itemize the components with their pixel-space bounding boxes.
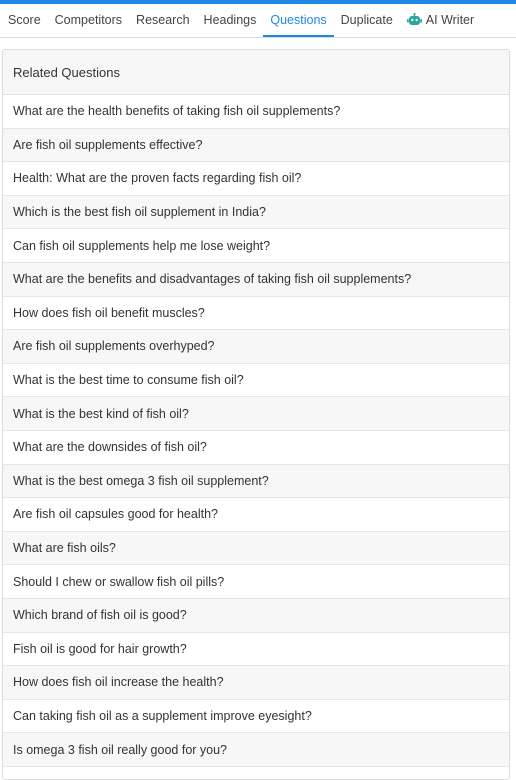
question-item[interactable]: Are fish oil supplements effective? — [3, 129, 509, 163]
questions-list — [3, 95, 509, 767]
tab-duplicate[interactable]: Duplicate — [340, 12, 393, 27]
related-questions-panel — [2, 49, 510, 780]
question-item[interactable]: Can fish oil supplements help me lose weight? — [3, 229, 509, 263]
tab-competitors[interactable]: Competitors — [54, 12, 123, 27]
tab-ai-writer-label: AI Writer — [425, 12, 475, 27]
tab-research[interactable]: Research — [136, 12, 190, 27]
question-item[interactable]: What are the downsides of fish oil? — [3, 431, 509, 465]
question-item[interactable]: How does fish oil increase the health? — [3, 666, 509, 700]
question-item[interactable]: Health: What are the proven facts regarding fish oil? — [3, 162, 509, 196]
question-item[interactable]: What are fish oils? — [3, 532, 509, 566]
tab-questions[interactable]: Questions — [263, 4, 333, 37]
question-item[interactable]: Which is the best fish oil supplement in India? — [3, 196, 509, 230]
question-item[interactable]: Are fish oil capsules good for health? — [3, 498, 509, 532]
question-item[interactable]: Should I chew or swallow fish oil pills? — [3, 565, 509, 599]
tab-headings[interactable]: Headings — [203, 12, 257, 27]
question-item[interactable]: What are the benefits and disadvantages of taking fish oil supplements? — [3, 263, 509, 297]
question-item[interactable]: What is the best kind of fish oil? — [3, 397, 509, 431]
question-item[interactable]: Can taking fish oil as a supplement improve eyesight? — [3, 700, 509, 734]
question-item[interactable]: Fish oil is good for hair growth? — [3, 633, 509, 667]
question-item[interactable]: How does fish oil benefit muscles? — [3, 297, 509, 331]
panel-title: Related Questions — [3, 50, 509, 95]
question-item[interactable]: Is omega 3 fish oil really good for you? — [3, 733, 509, 767]
question-item[interactable]: What is the best omega 3 fish oil supplement? — [3, 465, 509, 499]
tab-score[interactable]: Score — [8, 12, 41, 27]
question-item[interactable]: What are the health benefits of taking fish oil supplements? — [3, 95, 509, 129]
question-item[interactable]: Which brand of fish oil is good? — [3, 599, 509, 633]
robot-icon — [407, 13, 422, 26]
tab-bar — [0, 4, 516, 38]
question-item[interactable]: What is the best time to consume fish oil? — [3, 364, 509, 398]
question-item[interactable]: Are fish oil supplements overhyped? — [3, 330, 509, 364]
tab-ai-writer[interactable] — [400, 4, 481, 37]
